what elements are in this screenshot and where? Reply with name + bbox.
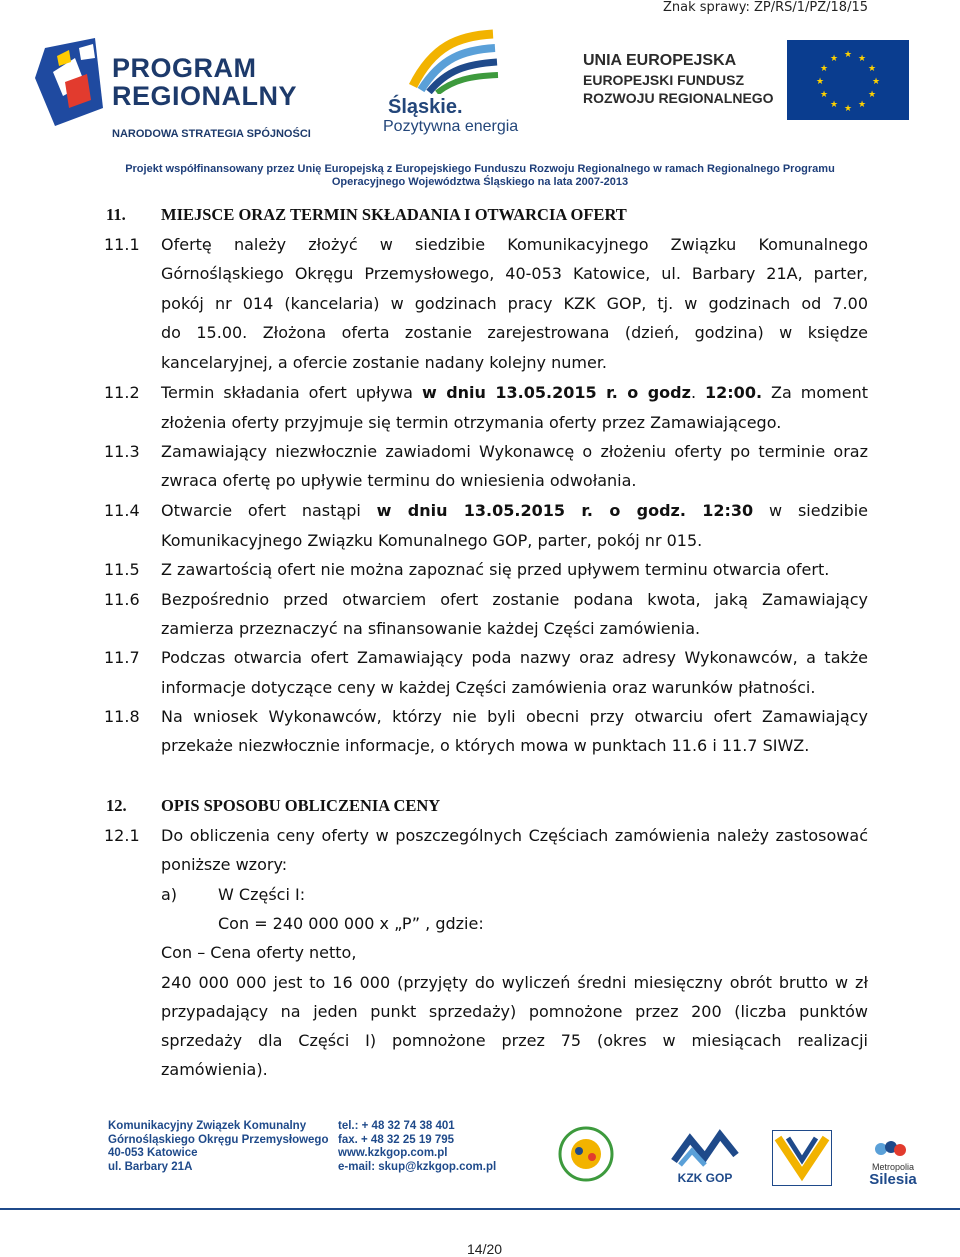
item-11-3-line-1: Zamawiający niezwłocznie zawiadomi Wykonawcę o złożeniu oferty po terminie oraz <box>161 442 868 461</box>
item-11-4-text-c: w siedzibie <box>753 501 869 520</box>
cofinancing-note <box>110 163 850 189</box>
footer-email: e-mail: skup@kzkgop.com.pl <box>338 1160 497 1173</box>
footer-divider <box>0 1208 960 1210</box>
footer-fax: fax. + 48 32 25 19 795 <box>338 1133 455 1146</box>
definition-line-2: przypadający na jeden punkt sprzedaży) pomnożone przez 200 (liczba punktów <box>161 1002 868 1021</box>
svg-text:★: ★ <box>843 50 853 60</box>
item-11-6-number: 11.6 <box>104 590 140 609</box>
slaskie-tagline: Pozytywna energia <box>383 118 519 135</box>
program-regionalny-mark-icon <box>35 38 105 128</box>
program-regionalny-logo <box>35 38 335 140</box>
item-11-2-text-a: Termin składania ofert upływa <box>161 383 422 402</box>
slaskie-waves-icon <box>403 26 503 94</box>
item-11-2-number: 11.2 <box>104 383 140 402</box>
eu-logo <box>583 40 913 120</box>
program-line-2: REGIONALNY <box>112 81 298 111</box>
footer-address-line-3: 40-053 Katowice <box>108 1147 198 1159</box>
metropolia-label: Metropolia <box>871 1162 915 1172</box>
svg-text:★: ★ <box>843 104 853 114</box>
svg-text:★: ★ <box>857 100 867 110</box>
program-line-1: PROGRAM <box>112 53 257 83</box>
svg-text:★: ★ <box>829 54 839 64</box>
eu-flag-icon <box>787 40 909 120</box>
item-11-2-deadline-date: w dniu 13.05.2015 r. o godz <box>421 383 691 402</box>
silesia-label: Silesia <box>869 1171 917 1188</box>
svg-text:★: ★ <box>819 90 829 100</box>
definition-line-4: zamówienia). <box>161 1060 268 1079</box>
kzk-gop-mark-icon <box>670 1125 740 1167</box>
page-number: 14/20 <box>467 1241 503 1257</box>
item-11-4-line-2: Komunikacyjnego Związku Komunalnego GOP, parter, pokój nr 015. <box>161 531 703 550</box>
item-11-1-line-5: kancelaryjnej, a ofercie zostanie nadany kolejny numer. <box>161 353 608 372</box>
kzk-gop-label: KZK GOP <box>677 1171 733 1185</box>
item-12-1-number: 12.1 <box>104 826 140 845</box>
footer-website: www.kzkgop.com.pl <box>338 1147 448 1159</box>
cofinancing-line-1: Projekt współfinansowany przez Unię Europejską z Europejskiego Funduszu Rozwoju Regionalnego w ramach Regionalnego Programu <box>125 163 835 175</box>
item-11-7-line-2: informacje dotyczące ceny w każdej Części zamówienia oraz warunków płatności. <box>161 678 816 697</box>
item-11-1-number: 11.1 <box>104 235 140 254</box>
formula: Con = 240 000 000 x „P” , gdzie: <box>218 914 484 933</box>
item-11-2-line-2: złożenia oferty przyjmuje się termin otrzymania oferty przez Zamawiającego. <box>161 413 782 432</box>
section-11-title: MIEJSCE ORAZ TERMIN SKŁADANIA I OTWARCIA OFERT <box>161 205 627 224</box>
item-11-3-number: 11.3 <box>104 442 140 461</box>
item-11-4-text-a: Otwarcie ofert nastąpi <box>161 501 377 520</box>
eu-line-1: UNIA EUROPEJSKA <box>583 52 737 69</box>
item-11-2-text-e: Za moment <box>762 383 868 402</box>
item-11-8-line-2: przekaże niezwłocznie informacje, o których mowa w punktach 11.6 i 11.7 SIWZ. <box>161 736 810 755</box>
item-11-5-line-1: Z zawartością ofert nie można zapoznać się przed upływem terminu otwarcia ofert. <box>161 560 830 579</box>
document-reference: Znak sprawy: ZP/RS/1/PZ/18/15 <box>662 0 868 15</box>
footer-phone: tel.: + 48 32 74 38 401 <box>338 1120 455 1132</box>
section-12-title: OPIS SPOSOBU OBLICZENIA CENY <box>161 796 441 815</box>
slaskie-logo <box>383 26 528 136</box>
item-11-1-line-1: Ofertę należy złożyć w siedzibie Komunikacyjnego Związku Komunalnego <box>161 235 868 254</box>
footer-address-line-1: Komunikacyjny Związek Komunalny <box>108 1120 307 1132</box>
item-11-4-line-1 <box>161 501 868 521</box>
item-11-2-text-c: . <box>690 383 706 402</box>
section-11-number: 11. <box>106 205 126 224</box>
silesian-region-logo-icon <box>772 1130 832 1186</box>
slaskie-name: Śląskie. <box>388 96 463 118</box>
definition-line-3: sprzedaży dla Części I) pomnożone przez 75 (okres w miesiącach realizacji <box>161 1031 868 1050</box>
footer-contact <box>338 1120 496 1174</box>
metropolia-silesia-logo <box>858 1140 928 1190</box>
item-11-6-line-2: zamierza przeznaczyć na sfinansowanie każdej Części zamówienia. <box>161 619 701 638</box>
item-11-2-deadline-time: 12:00. <box>705 383 763 402</box>
item-11-1-line-2: Górnośląskiego Okręgu Przemysłowego, 40-053 Katowice, ul. Barbary 21A, parter, <box>161 264 868 283</box>
item-11-6-line-1: Bezpośrednio przed otwarciem ofert zostanie podana kwota, jaką Zamawiający <box>161 590 868 609</box>
cofinancing-line-2: Operacyjnego Województwa Śląskiego na lata 2007-2013 <box>331 176 629 188</box>
definition-line-1: 240 000 000 jest to 16 000 (przyjęty do wyliczeń średni miesięczny obrót brutto w zł <box>161 973 868 992</box>
sub-a-label: a) <box>161 885 178 904</box>
item-11-4-opening-time: w dniu 13.05.2015 r. o godz. 12:30 <box>376 501 754 520</box>
item-11-7-number: 11.7 <box>104 648 140 667</box>
definition-con: Con – Cena oferty netto, <box>161 943 357 962</box>
item-11-8-line-1: Na wniosek Wykonawców, którzy nie byli obecni przy otwarciu ofert Zamawiający <box>161 707 868 726</box>
item-12-1-line-1: Do obliczenia ceny oferty w poszczególnych Częściach zamówienia należy zastosować <box>161 826 868 845</box>
eu-line-2: EUROPEJSKI FUNDUSZ <box>583 72 745 88</box>
eu-line-3: ROZWOJU REGIONALNEGO <box>583 90 774 106</box>
program-regionalny-title <box>112 54 297 110</box>
item-11-3-line-2: zwraca ofertę po upływie terminu do wniesienia odwołania. <box>161 471 637 490</box>
kzk-gop-logo <box>670 1125 740 1189</box>
program-regionalny-subtitle: NARODOWA STRATEGIA SPÓJNOŚCI <box>112 128 311 140</box>
svg-text:★: ★ <box>819 64 829 74</box>
footer-address <box>108 1120 328 1174</box>
item-11-1-line-4: do 15.00. Złożona oferta zostanie zarejestrowana (dzień, godzina) w księdze <box>161 323 868 342</box>
item-11-4-number: 11.4 <box>104 501 140 520</box>
sub-a-title: W Części I: <box>218 885 306 904</box>
metropolia-mark-icon <box>872 1140 908 1158</box>
item-11-1-line-3: pokój nr 014 (kancelaria) w godzinach pracy KZK GOP, tj. w godzinach od 7.00 <box>161 294 868 313</box>
item-12-1-line-2: poniższe wzory: <box>161 855 288 874</box>
svg-text:★: ★ <box>829 100 839 110</box>
svg-text:★: ★ <box>815 77 825 87</box>
footer-address-line-2: Górnośląskiego Okręgu Przemysłowego <box>108 1133 329 1146</box>
slaska-karta-logo-icon <box>555 1123 617 1185</box>
footer-address-line-4: ul. Barbary 21A <box>108 1160 193 1173</box>
item-11-5-number: 11.5 <box>104 560 140 579</box>
svg-text:★: ★ <box>867 90 877 100</box>
item-11-7-line-1: Podczas otwarcia ofert Zamawiający poda nazwy oraz adresy Wykonawców, a także <box>161 648 868 667</box>
section-12-number: 12. <box>106 796 127 815</box>
svg-text:★: ★ <box>867 64 877 74</box>
svg-text:★: ★ <box>871 77 881 87</box>
item-11-2-line-1 <box>161 383 868 403</box>
item-11-8-number: 11.8 <box>104 707 140 726</box>
svg-text:★: ★ <box>857 54 867 64</box>
